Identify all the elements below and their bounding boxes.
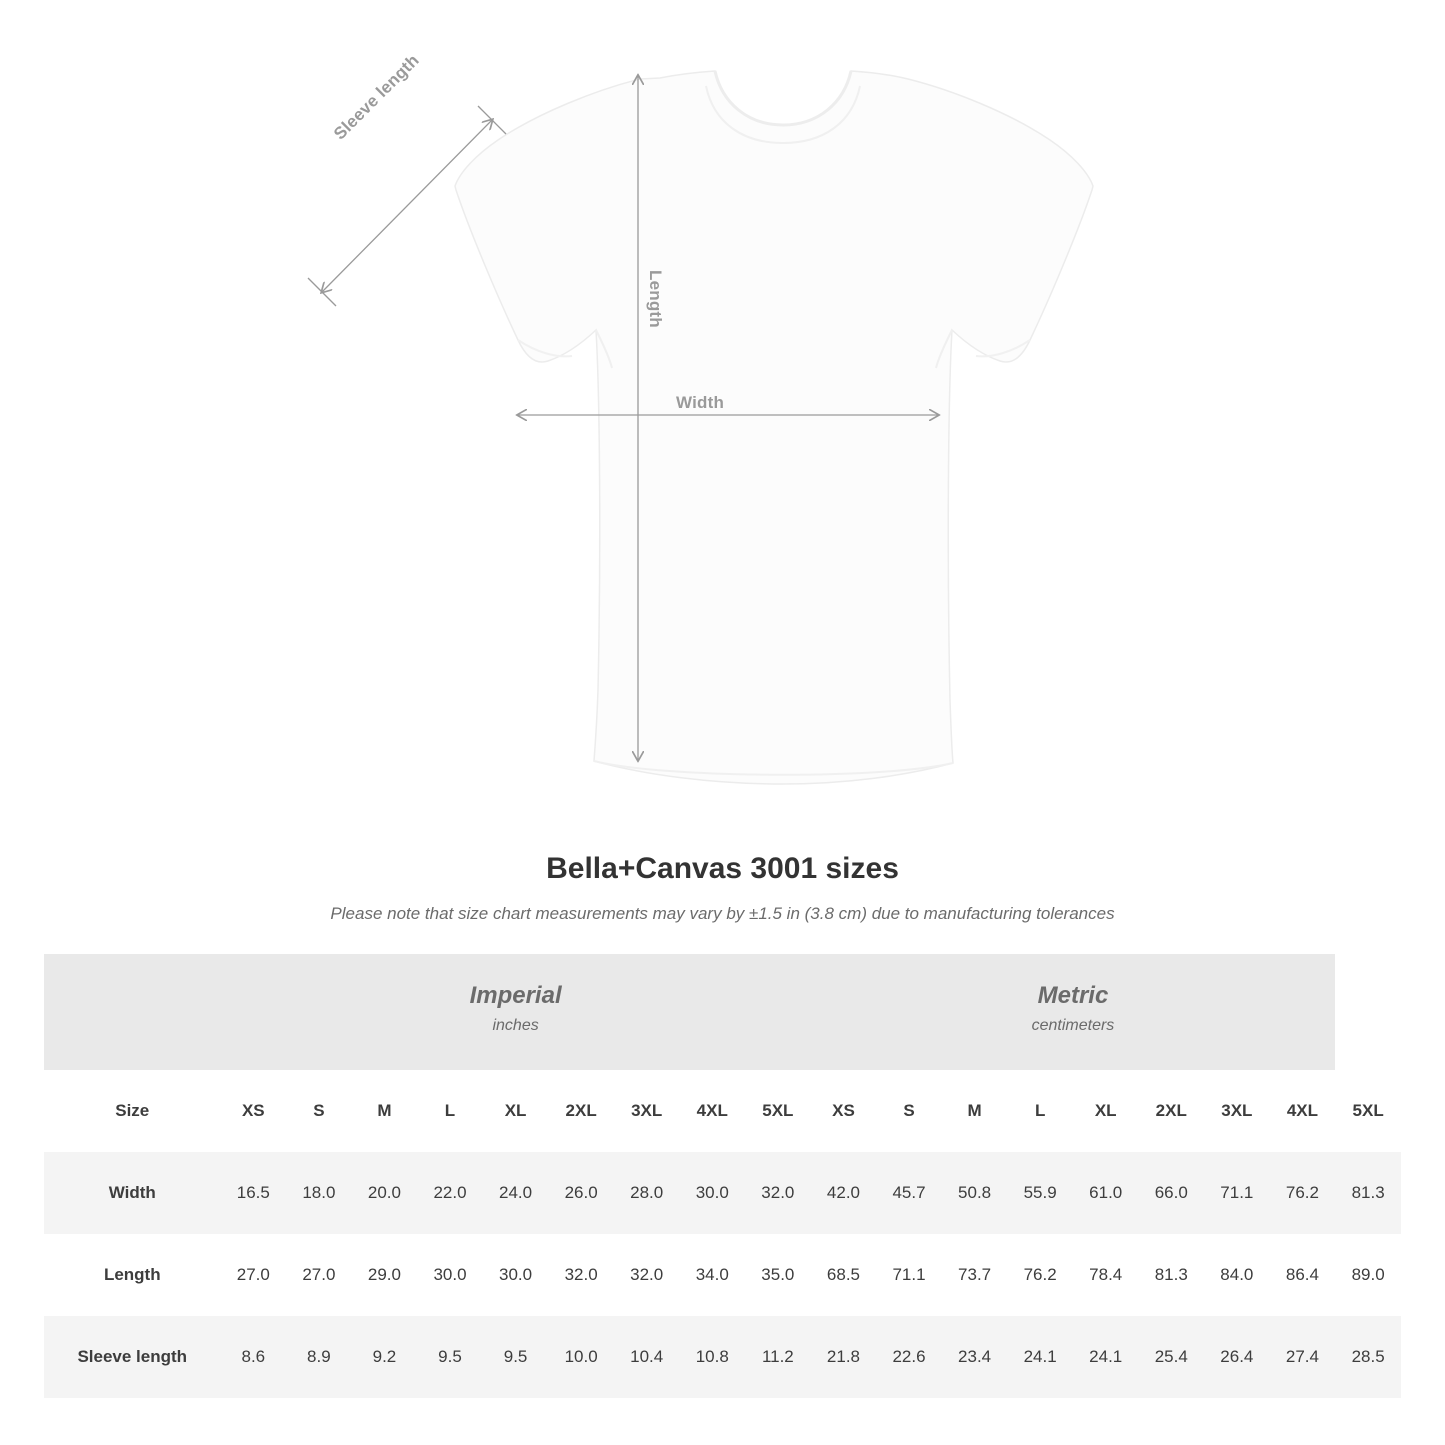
table-cell: 71.1 bbox=[876, 1234, 942, 1316]
unit-header-imperial bbox=[221, 954, 811, 1070]
size-header-cell: S bbox=[876, 1070, 942, 1152]
table-cell: 32.0 bbox=[745, 1152, 811, 1234]
table-cell: 24.0 bbox=[483, 1152, 549, 1234]
unit-imperial-name: Imperial bbox=[469, 982, 562, 1010]
table-cell: 35.0 bbox=[745, 1234, 811, 1316]
table-row bbox=[44, 1316, 1401, 1398]
table-cell: 23.4 bbox=[942, 1316, 1008, 1398]
table-cell: 28.0 bbox=[614, 1152, 680, 1234]
size-header-cell: 4XL bbox=[1270, 1070, 1336, 1152]
table-cell: 24.1 bbox=[1007, 1316, 1073, 1398]
size-header-cell: 2XL bbox=[548, 1070, 614, 1152]
table-cell: 34.0 bbox=[679, 1234, 745, 1316]
sleeve-length-label: Sleeve length bbox=[330, 50, 423, 144]
table-cell: 10.0 bbox=[548, 1316, 614, 1398]
table-cell: 42.0 bbox=[811, 1152, 877, 1234]
size-header-cell: 4XL bbox=[679, 1070, 745, 1152]
unit-header-spacer bbox=[44, 954, 221, 1070]
unit-metric-name: Metric bbox=[1037, 982, 1109, 1010]
table-cell: 32.0 bbox=[614, 1234, 680, 1316]
table-cell: 25.4 bbox=[1138, 1316, 1204, 1398]
width-label: Width bbox=[676, 393, 725, 412]
size-header-cell: XL bbox=[483, 1070, 549, 1152]
table-cell: 50.8 bbox=[942, 1152, 1008, 1234]
unit-imperial-sub: inches bbox=[492, 1017, 539, 1035]
table-cell: 32.0 bbox=[548, 1234, 614, 1316]
size-header-cell: 2XL bbox=[1138, 1070, 1204, 1152]
size-header-cell: 5XL bbox=[1335, 1070, 1401, 1152]
table-cell: 81.3 bbox=[1335, 1152, 1401, 1234]
table-cell: 26.0 bbox=[548, 1152, 614, 1234]
table-cell: 22.6 bbox=[876, 1316, 942, 1398]
tolerance-note: Please note that size chart measurements may vary by ±1.5 in (3.8 cm) due to manufacturing tolerances bbox=[330, 904, 1115, 923]
table-cell: 78.4 bbox=[1073, 1234, 1139, 1316]
row-label: Sleeve length bbox=[44, 1316, 221, 1398]
unit-header-row bbox=[44, 954, 1401, 1070]
table-cell: 73.7 bbox=[942, 1234, 1008, 1316]
size-header-cell: XS bbox=[811, 1070, 877, 1152]
table-cell: 30.0 bbox=[417, 1234, 483, 1316]
table-cell: 86.4 bbox=[1270, 1234, 1336, 1316]
table-cell: 9.5 bbox=[417, 1316, 483, 1398]
row-label: Width bbox=[44, 1152, 221, 1234]
table-cell: 18.0 bbox=[286, 1152, 352, 1234]
size-header-label: Size bbox=[44, 1070, 221, 1152]
table-cell: 84.0 bbox=[1204, 1234, 1270, 1316]
table-cell: 68.5 bbox=[811, 1234, 877, 1316]
size-header-cell: M bbox=[352, 1070, 418, 1152]
table-cell: 66.0 bbox=[1138, 1152, 1204, 1234]
size-header-row bbox=[44, 1070, 1401, 1152]
table-cell: 8.6 bbox=[221, 1316, 287, 1398]
table-cell: 20.0 bbox=[352, 1152, 418, 1234]
table-cell: 10.8 bbox=[679, 1316, 745, 1398]
table-cell: 11.2 bbox=[745, 1316, 811, 1398]
table-cell: 71.1 bbox=[1204, 1152, 1270, 1234]
size-header-cell: L bbox=[417, 1070, 483, 1152]
size-header-cell: L bbox=[1007, 1070, 1073, 1152]
row-label: Length bbox=[44, 1234, 221, 1316]
size-table-wrapper bbox=[44, 954, 1401, 1398]
table-cell: 45.7 bbox=[876, 1152, 942, 1234]
tshirt-shape bbox=[455, 71, 1093, 784]
table-cell: 61.0 bbox=[1073, 1152, 1139, 1234]
size-header-cell: 3XL bbox=[614, 1070, 680, 1152]
table-row bbox=[44, 1152, 1401, 1234]
table-cell: 27.0 bbox=[286, 1234, 352, 1316]
table-cell: 27.0 bbox=[221, 1234, 287, 1316]
unit-header-metric bbox=[811, 954, 1336, 1070]
table-cell: 8.9 bbox=[286, 1316, 352, 1398]
table-cell: 81.3 bbox=[1138, 1234, 1204, 1316]
size-header-cell: XS bbox=[221, 1070, 287, 1152]
size-header-cell: M bbox=[942, 1070, 1008, 1152]
unit-metric-sub: centimeters bbox=[1031, 1017, 1115, 1035]
table-cell: 30.0 bbox=[679, 1152, 745, 1234]
table-cell: 9.5 bbox=[483, 1316, 549, 1398]
table-cell: 9.2 bbox=[352, 1316, 418, 1398]
table-cell: 22.0 bbox=[417, 1152, 483, 1234]
table-cell: 29.0 bbox=[352, 1234, 418, 1316]
size-header-cell: 3XL bbox=[1204, 1070, 1270, 1152]
table-cell: 89.0 bbox=[1335, 1234, 1401, 1316]
size-header-cell: 5XL bbox=[745, 1070, 811, 1152]
length-label: Length bbox=[646, 270, 665, 328]
table-cell: 76.2 bbox=[1007, 1234, 1073, 1316]
size-header-cell: S bbox=[286, 1070, 352, 1152]
table-cell: 16.5 bbox=[221, 1152, 287, 1234]
table-cell: 55.9 bbox=[1007, 1152, 1073, 1234]
page-title: Bella+Canvas 3001 sizes bbox=[546, 852, 899, 885]
table-cell: 21.8 bbox=[811, 1316, 877, 1398]
size-table bbox=[44, 954, 1401, 1398]
table-cell: 76.2 bbox=[1270, 1152, 1336, 1234]
table-cell: 24.1 bbox=[1073, 1316, 1139, 1398]
table-cell: 26.4 bbox=[1204, 1316, 1270, 1398]
table-cell: 28.5 bbox=[1335, 1316, 1401, 1398]
table-cell: 10.4 bbox=[614, 1316, 680, 1398]
table-cell: 27.4 bbox=[1270, 1316, 1336, 1398]
table-row bbox=[44, 1234, 1401, 1316]
size-header-cell: XL bbox=[1073, 1070, 1139, 1152]
table-cell: 30.0 bbox=[483, 1234, 549, 1316]
title-block bbox=[0, 852, 1445, 924]
